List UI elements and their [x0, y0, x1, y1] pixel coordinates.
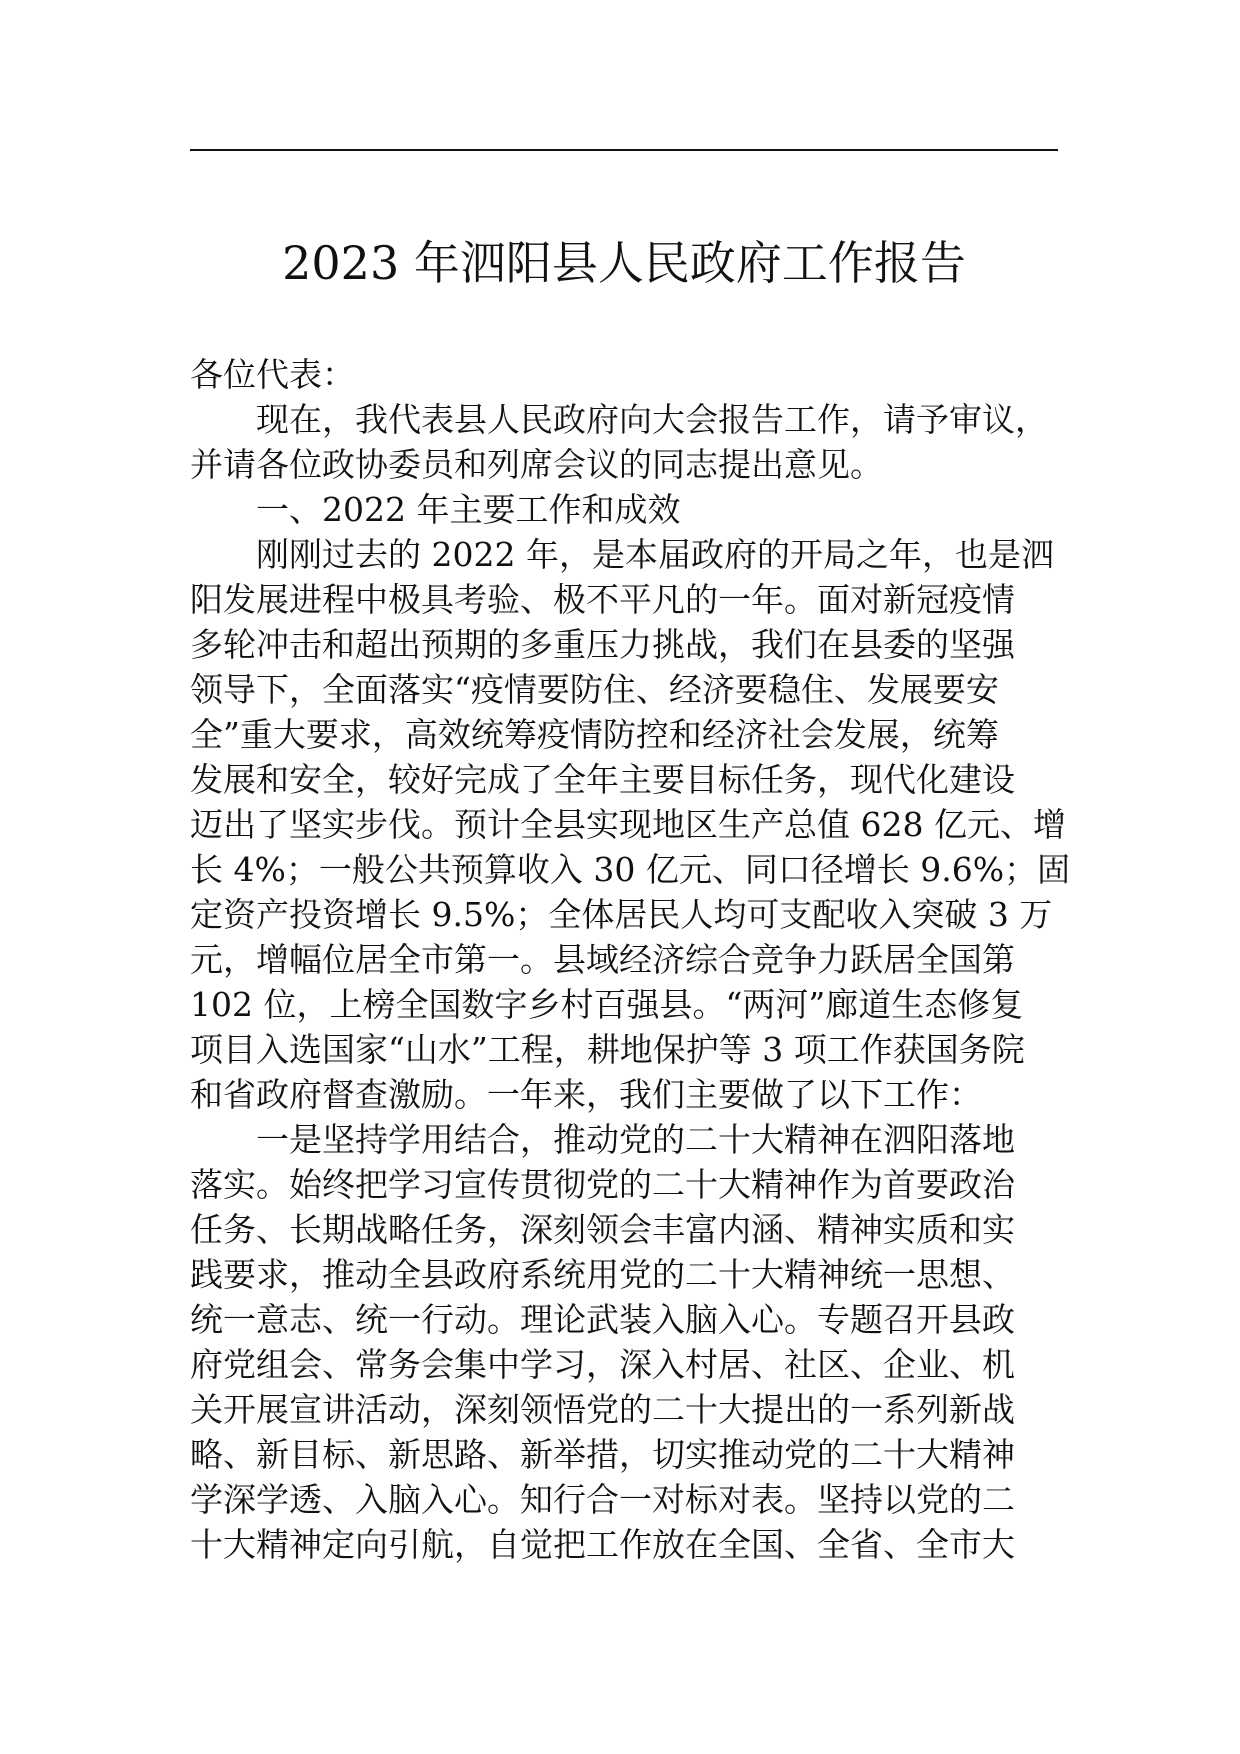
paragraph-line: 现在，我代表县人民政府向大会报告工作，请予审议， [256, 400, 1048, 439]
paragraph-line: 任务、长期战略任务，深刻领会丰富内涵、精神实质和实 [190, 1210, 1015, 1249]
paragraph-line: 102 位，上榜全国数字乡村百强县。“两河”廊道生态修复 [190, 985, 1024, 1024]
paragraph-line: 一是坚持学用结合，推动党的二十大精神在泗阳落地 [256, 1120, 1015, 1159]
paragraph-line: 多轮冲击和超出预期的多重压力挑战，我们在县委的坚强 [190, 625, 1015, 664]
document-body [190, 352, 1071, 1567]
paragraph-line: 刚刚过去的 2022 年，是本届政府的开局之年，也是泗 [256, 535, 1054, 574]
paragraph-line: 府党组会、常务会集中学习，深入村居、社区、企业、机 [190, 1345, 1015, 1384]
paragraph-line: 十大精神定向引航，自觉把工作放在全国、全省、全市大 [190, 1525, 1015, 1564]
paragraph-line: 学深学透、入脑入心。知行合一对标对表。坚持以党的二 [190, 1480, 1015, 1519]
paragraph-line: 略、新目标、新思路、新举措，切实推动党的二十大精神 [190, 1435, 1015, 1474]
paragraph-line: 迈出了坚实步伐。预计全县实现地区生产总值 628 亿元、增 [190, 805, 1066, 844]
paragraph-line: 发展和安全，较好完成了全年主要目标任务，现代化建设 [190, 760, 1015, 799]
paragraph-line: 和省政府督查激励。一年来，我们主要做了以下工作： [190, 1075, 982, 1114]
header-rule [190, 149, 1058, 151]
paragraph-line: 项目入选国家“山水”工程，耕地保护等 3 项工作获国务院 [190, 1030, 1025, 1069]
paragraph-line: 定资产投资增长 9.5%；全体居民人均可支配收入突破 3 万 [190, 895, 1053, 934]
paragraph-line: 全”重大要求，高效统筹疫情防控和经济社会发展，统筹 [190, 715, 999, 754]
paragraph-line: 领导下，全面落实“疫情要防住、经济要稳住、发展要安 [190, 670, 999, 709]
salutation: 各位代表： [190, 355, 355, 394]
paragraph-line: 并请各位政协委员和列席会议的同志提出意见。 [190, 445, 883, 484]
paragraph-line: 统一意志、统一行动。理论武装入脑入心。专题召开县政 [190, 1300, 1015, 1339]
section-heading: 一、2022 年主要工作和成效 [256, 490, 681, 529]
paragraph-line: 践要求，推动全县政府系统用党的二十大精神统一思想、 [190, 1255, 1015, 1294]
document-title: 2023 年泗阳县人民政府工作报告 [282, 236, 966, 290]
paragraph-line: 阳发展进程中极具考验、极不平凡的一年。面对新冠疫情 [190, 580, 1015, 619]
paragraph-line: 元，增幅位居全市第一。县域经济综合竞争力跃居全国第 [190, 940, 1015, 979]
paragraph-line: 关开展宣讲活动，深刻领悟党的二十大提出的一系列新战 [190, 1390, 1015, 1429]
paragraph-line: 落实。始终把学习宣传贯彻党的二十大精神作为首要政治 [190, 1165, 1015, 1204]
paragraph-line: 长 4%；一般公共预算收入 30 亿元、同口径增长 9.6%；固 [190, 850, 1071, 889]
